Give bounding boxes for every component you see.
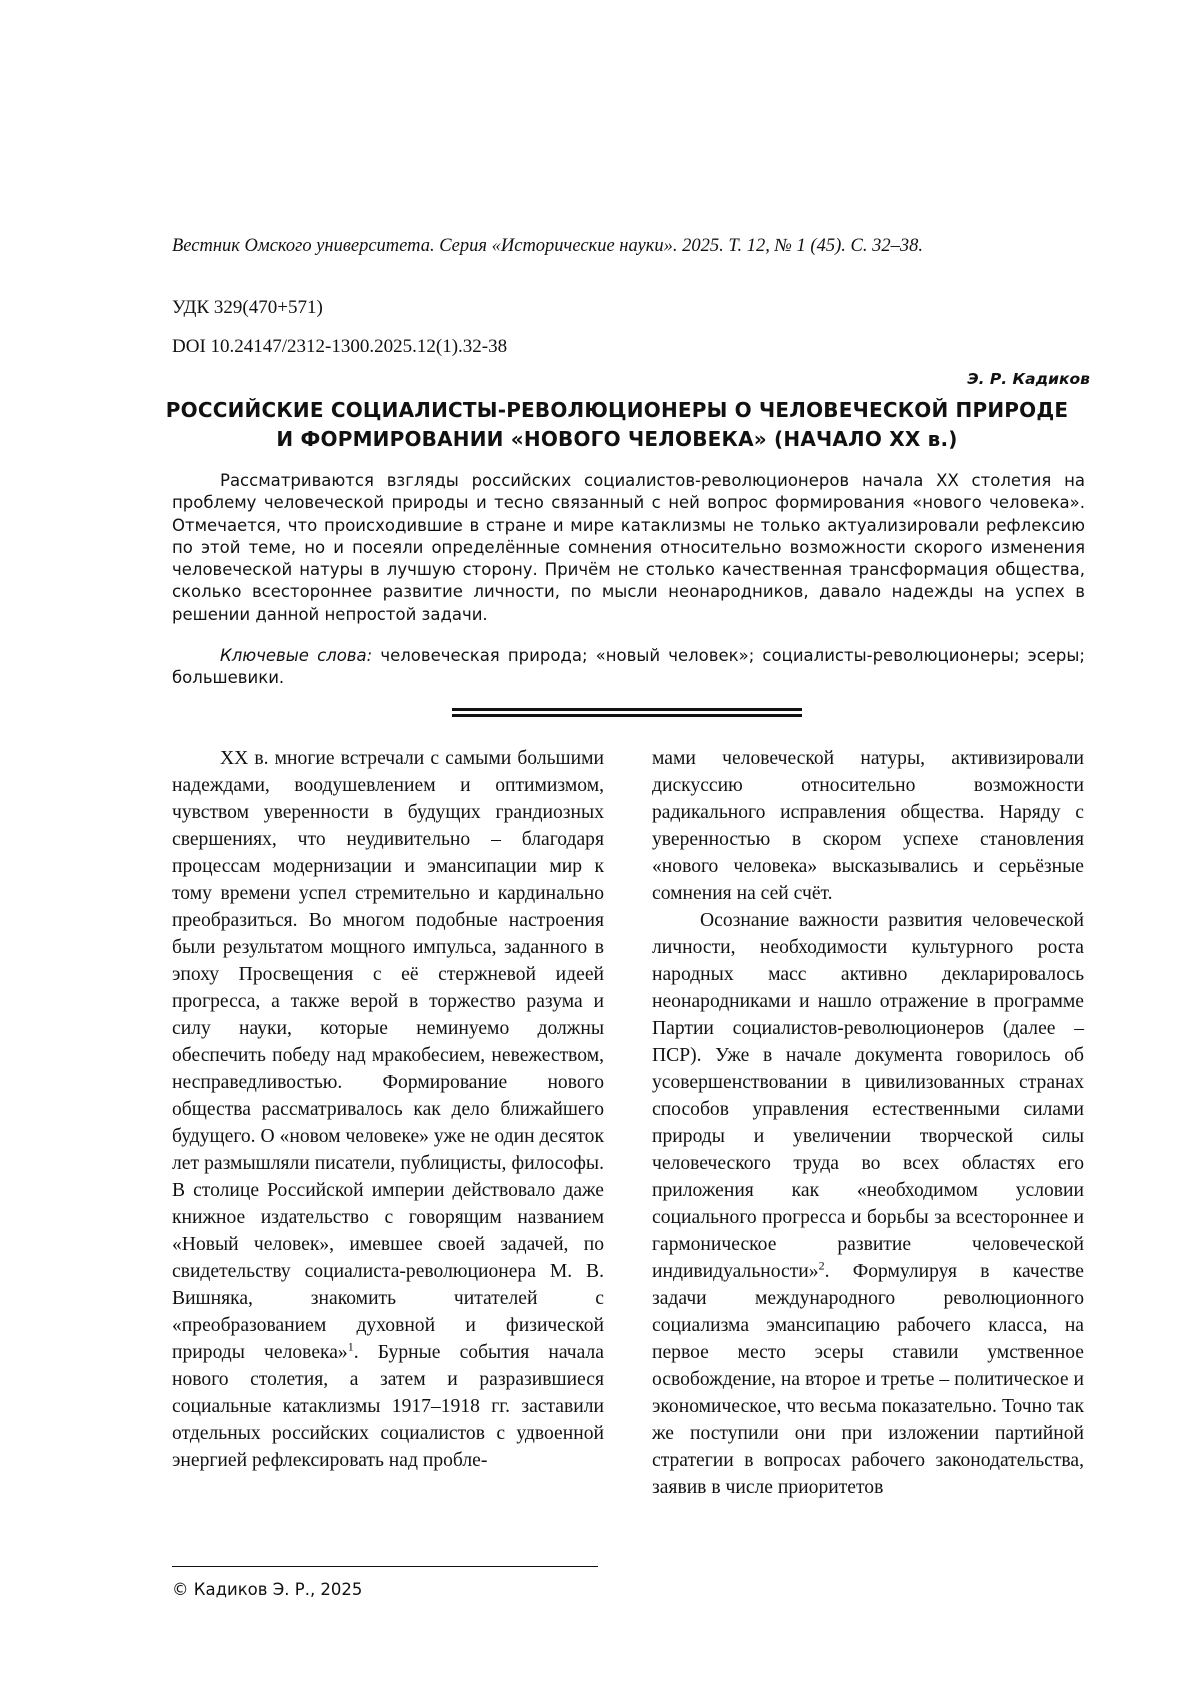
body-text: . Бурные события начала нового столетия, а затем и разразившиеся социальные катаклизмы 1917–1918 гг. заставили отдельных российских социалистов с удвоенной энергией рефлексировать над пробле- xyxy=(172,1342,604,1471)
body-column-right xyxy=(652,745,1084,1501)
journal-citation: Вестник Омского университета. Серия «Исторические науки». 2025. Т. 12, № 1 (45). С. 32–38. xyxy=(172,236,923,256)
keywords xyxy=(172,645,1085,690)
footnote-separator xyxy=(172,1566,598,1567)
body-text: Осознание важности развития человеческой личности, необходимости культурного роста народных масс активно декларировалось неонародниками и нашло отражение в программе Партии социалистов-революционеров (далее – ПСР). Уже в начале документа говорилось об усовершенствовании в цивилизованных странах способов управления естественными силами природы и увеличении творческой силы человеческого труда во всех областях его приложения как «необходимом условии социального прогресса и борьбы за всестороннее и гармоническое развитие человеческой индивидуальности» xyxy=(652,910,1084,1282)
footnote-ref[interactable]: 1 xyxy=(347,1339,354,1354)
body-text: . Формулируя в качестве задачи международного революционного социализма эмансипацию рабочего класса, на первое место эсеры ставили умственное освобождение, на второе и третье – политическое и экономическое, что весьма показательно. Точно так же поступили они при изложении партийной стратегии в вопросах рабочего законодательства, заявив в числе приоритетов xyxy=(652,1261,1084,1498)
abstract-text: Рассматриваются взгляды российских социалистов-революционеров начала XX столетия на проблему человеческой природы и тесно связанный с ней вопрос формирования «нового человека». Отмечается, что происходившие в стране и мире катаклизмы не только актуализировали рефлексию по этой теме, но и посеяли определённые сомнения относительно возможности скорого изменения человеческой натуры в лучшую сторону. Причём не столько качественная трансформация общества, сколько всестороннее развитие личности, по мысли неонародников, давало надежды на успех в решении данной непростой задачи. xyxy=(172,471,1085,624)
body-paragraph: мами человеческой натуры, активизировали дискуссию относительно возможности радикального исправления общества. Наряду с уверенностью в скором успехе становления «нового человека» высказывались и серьёзные сомнения на сей счёт. xyxy=(652,748,1084,904)
body-column-left xyxy=(172,745,604,1474)
udc-code: УДК 329(470+571) xyxy=(172,297,323,318)
keywords-label: Ключевые слова: xyxy=(220,646,373,665)
article-title xyxy=(150,396,1084,454)
doi: DOI 10.24147/2312-1300.2025.12(1).32-38 xyxy=(172,336,508,357)
author-name: Э. Р. Кадиков xyxy=(967,370,1090,388)
title-line-1: РОССИЙСКИЕ СОЦИАЛИСТЫ-РЕВОЛЮЦИОНЕРЫ О ЧЕЛОВЕЧЕСКОЙ ПРИРОДЕ xyxy=(165,398,1069,422)
title-line-2: И ФОРМИРОВАНИИ «НОВОГО ЧЕЛОВЕКА» (НАЧАЛО XX в.) xyxy=(276,427,958,451)
abstract xyxy=(172,470,1085,626)
body-paragraph xyxy=(652,907,1084,1501)
body-paragraph xyxy=(172,745,604,1474)
body-text: XX в. многие встречали с самыми большими надеждами, воодушевлением и оптимизмом, чувством уверенности в будущих грандиозных свершениях, что неудивительно – благодаря процессам модернизации и эмансипации мир к тому времени успел стремительно и кардинально преобразиться. Во многом подобные настроения были результатом мощного импульса, заданного в эпоху Просвещения с её стержневой идеей прогресса, а также верой в торжество разума и силу науки, которые неминуемо должны обеспечить победу над мракобесием, невежеством, несправедливостью. Формирование нового общества рассматривалось как дело ближайшего будущего. О «новом человеке» уже не один десяток лет размышляли писатели, публицисты, философы. В столице Российской империи действовало даже книжное издательство с говорящим названием «Новый человек», имевшее своей задачей, по свидетельству социалиста-революционера М. В. Вишняка, знакомить читателей с «преобразованием духовной и физической природы человека» xyxy=(172,748,604,1363)
keywords-text: человеческая природа; «новый человек»; социалисты-революционеры; эсеры; большевики. xyxy=(172,646,1085,688)
separator-line xyxy=(452,708,802,711)
separator-line xyxy=(452,714,802,717)
keywords-paragraph xyxy=(172,645,1085,690)
footnote-ref[interactable]: 2 xyxy=(818,1258,825,1273)
copyright: © Кадиков Э. Р., 2025 xyxy=(172,1580,363,1599)
